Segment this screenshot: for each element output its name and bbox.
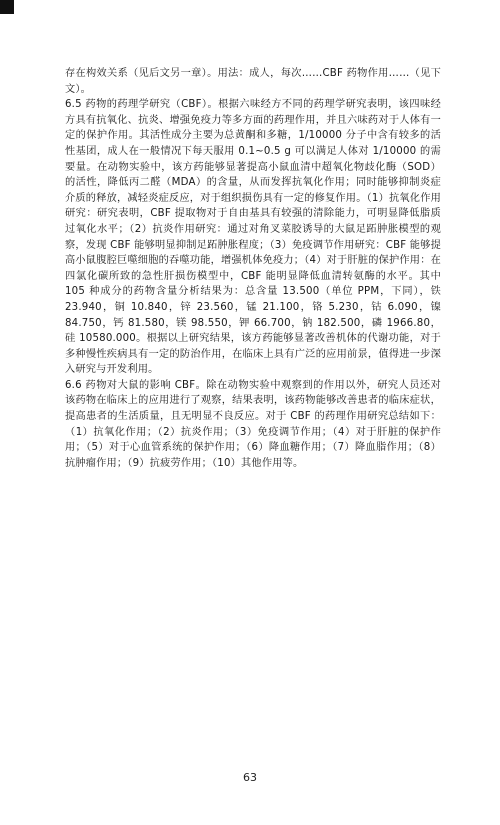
page-number: 63 [243,771,257,784]
document-page-body [65,66,445,471]
paragraph-pharmacology-research: 6.5 药物的药理学研究（CBF）。根据六味经方不同的药理学研究表明，该四味经方具有抗氧化、抗炎、增强免疫力等多方面的药理作用，并且六味药对于人体有一定的保护作用。其活性成分主要为总黄酮和多糖，1/10000 分子中含有较多的活性基团，成人在一般情况下每天服用 0.1~0.5 g 可以满足人体对 1/10000 的需要量。在动物实验中，该方药能够显著提高小鼠血清中超氧化物歧化酶（SOD）的活性，降低丙二醛（MDA）的含量，从而发挥抗氧化作用；同时能够抑制炎症介质的释放，减轻炎症反应，对于组织损伤具有一定的修复作用。（1）抗氧化作用研究：研究表明，CBF 提取物对于自由基具有较强的清除能力，可明显降低脂质过氧化水平；（2）抗炎作用研究：通过对角叉菜胶诱导的大鼠足跖肿胀模型的观察，发现 CBF 能够明显抑制足跖肿胀程度；（3）免疫调节作用研究：CBF 能够提高小鼠腹腔巨噬细胞的吞噬功能，增强机体免疫力；（4）对于肝脏的保护作用：在四氯化碳所致的急性肝损伤模型中，CBF 能明显降低血清转氨酶的水平。其中 105 种成分的药物含量分析结果为：总含量 13.500（单位 PPM，下同），铁 23.940，铜 10.840，锌 23.560，锰 21.100，铬 5.230，钴 6.090，镍 84.750，钙 81.580，镁 98.550，钾 66.700，钠 182.500，磷 1966.80，硅 10580.000。根据以上研究结果，该方药能够显著改善机体的代谢功能，对于多种慢性疾病具有一定的防治作用，在临床上具有广泛的应用前景，值得进一步深入研究与开发利用。 [65,99,445,376]
paragraph-clinical-effects: 6.6 药物对大鼠的影响 CBF。除在动物实验中观察到的作用以外，研究人员还对该药物在临床上的应用进行了观察，结果表明，该药物能够改善患者的临床症状，提高患者的生活质量，且无明显不良反应。对于 CBF 的药理作用研究总结如下：（1）抗氧化作用；（2）抗炎作用；（3）免疫调节作用；（4）对于肝脏的保护作用；（5）对于心血管系统的保护作用；（6）降血糖作用；（7）降血脂作用；（8）抗肿瘤作用；（9）抗疲劳作用；（10）其他作用等。 [65,379,441,469]
scan-corner-mark [0,0,14,14]
paragraph-continuation: 存在构效关系（见后文另一章）。用法：成人，每次……CBF 药物作用……（见下文）。 [65,68,441,95]
